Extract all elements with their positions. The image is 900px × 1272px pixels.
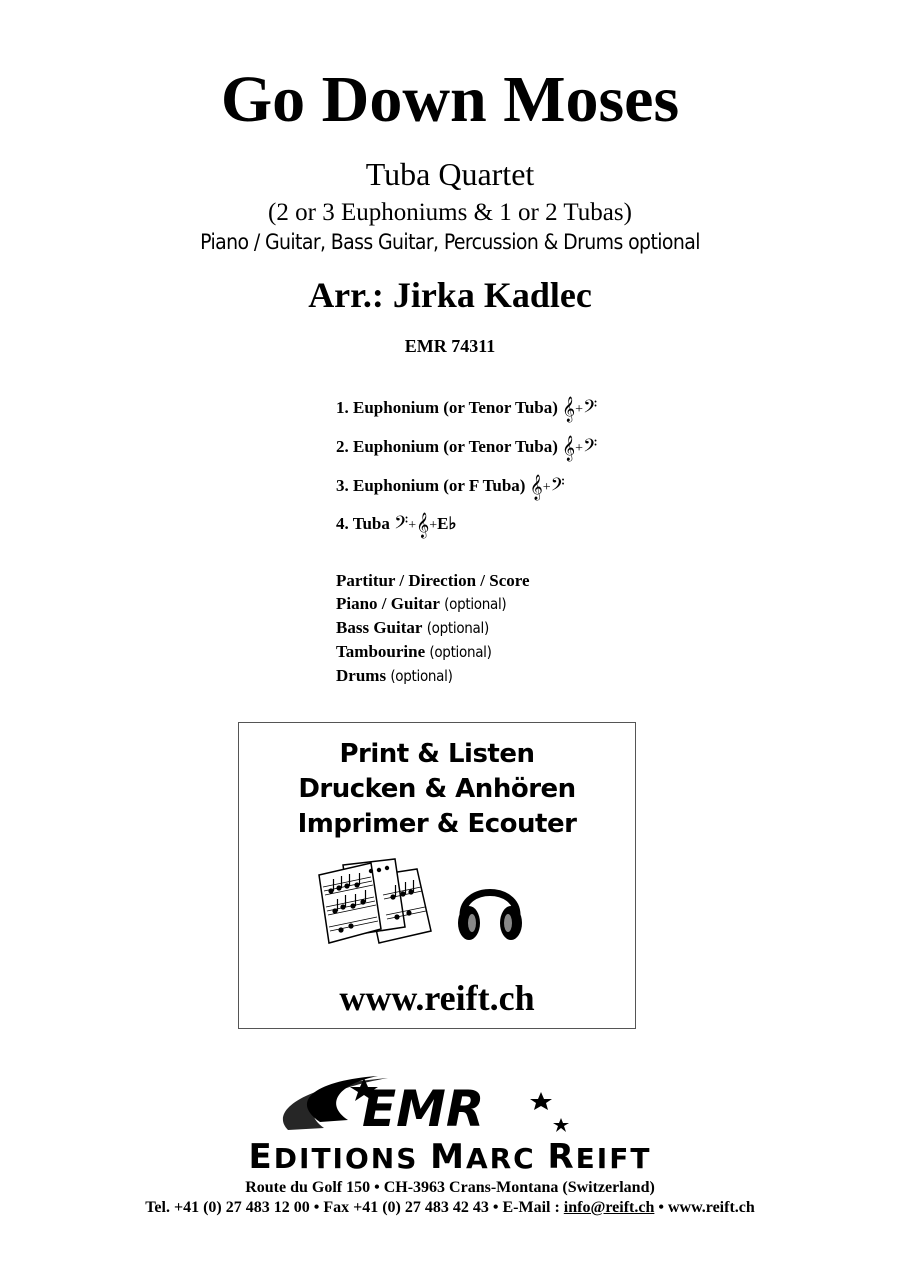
material-note: (optional) <box>426 619 489 637</box>
material-name: Piano / Guitar <box>336 594 440 613</box>
treble-clef-icon: 𝄞 <box>416 513 430 538</box>
plus-sign: + <box>575 441 584 456</box>
part-label: 3. Euphonium (or F Tuba) <box>336 476 526 495</box>
part-label: 4. Tuba <box>336 514 390 533</box>
part-label: 2. Euphonium (or Tenor Tuba) <box>336 437 558 456</box>
headphones-icon <box>455 871 525 945</box>
plus-sign: + <box>429 518 438 533</box>
emr-logo <box>228 1070 588 1140</box>
instrumentation: (2 or 3 Euphoniums & 1 or 2 Tubas) <box>268 199 632 226</box>
logo-text: EMR <box>362 1080 485 1138</box>
part-item <box>336 472 565 500</box>
page-title: Go Down Moses <box>220 63 680 136</box>
part-item <box>336 510 456 538</box>
optional-instruments: Piano / Guitar, Bass Guitar, Percussion & Drums optional <box>200 230 700 254</box>
plus-sign: + <box>408 518 417 533</box>
part-item <box>336 433 597 461</box>
publisher-address: Route du Golf 150 • CH-3963 Crans-Montana (Switzerland) <box>245 1179 655 1196</box>
material-note: (optional) <box>390 667 453 685</box>
part-label: 1. Euphonium (or Tenor Tuba) <box>336 398 558 417</box>
list-item <box>336 616 530 640</box>
treble-clef-icon: 𝄞 <box>562 436 576 461</box>
plus-sign: + <box>542 480 551 495</box>
bass-clef-icon: 𝄢 <box>583 397 598 422</box>
sheet-music-icon <box>313 855 439 951</box>
material-name: Partitur / Direction / Score <box>336 571 530 590</box>
bass-clef-icon: 𝄢 <box>583 436 598 461</box>
treble-clef-icon: 𝄞 <box>562 397 576 422</box>
material-note: (optional) <box>444 595 507 613</box>
treble-clef-icon: 𝄞 <box>529 475 543 500</box>
promo-line-french: Imprimer & Ecouter <box>297 809 577 839</box>
part-item <box>336 394 597 422</box>
print-listen-box <box>238 722 636 1029</box>
bass-clef-icon: 𝄢 <box>394 513 409 538</box>
material-name: Tambourine <box>336 642 426 661</box>
subtitle: Tuba Quartet <box>365 156 535 192</box>
promo-line-german: Drucken & Anhören <box>298 774 576 804</box>
material-name: Drums <box>336 666 387 685</box>
email-link[interactable]: info@reift.ch <box>563 1199 655 1216</box>
list-item <box>336 640 530 664</box>
promo-url: www.reift.ch <box>339 978 535 1018</box>
arranger: Arr.: Jirka Kadlec <box>308 275 592 315</box>
list-item <box>336 569 530 592</box>
plus-sign: + <box>575 402 584 417</box>
bass-clef-icon: 𝄢 <box>550 475 565 500</box>
publisher-name: EDITIONS MARC REIFT <box>248 1137 652 1177</box>
material-name: Bass Guitar <box>336 618 423 637</box>
e-flat-label: E♭ <box>437 514 457 533</box>
promo-line-english: Print & Listen <box>339 739 535 769</box>
list-item <box>336 664 530 688</box>
catalog-number: EMR 74311 <box>404 336 496 356</box>
publisher-contact: Tel. +41 (0) 27 483 12 00 • Fax +41 (0) 27 483 42 43 • E-Mail : info@reift.ch • www.reift.ch <box>145 1199 755 1216</box>
material-note: (optional) <box>429 643 492 661</box>
list-item <box>336 592 530 616</box>
materials-list <box>336 569 530 688</box>
